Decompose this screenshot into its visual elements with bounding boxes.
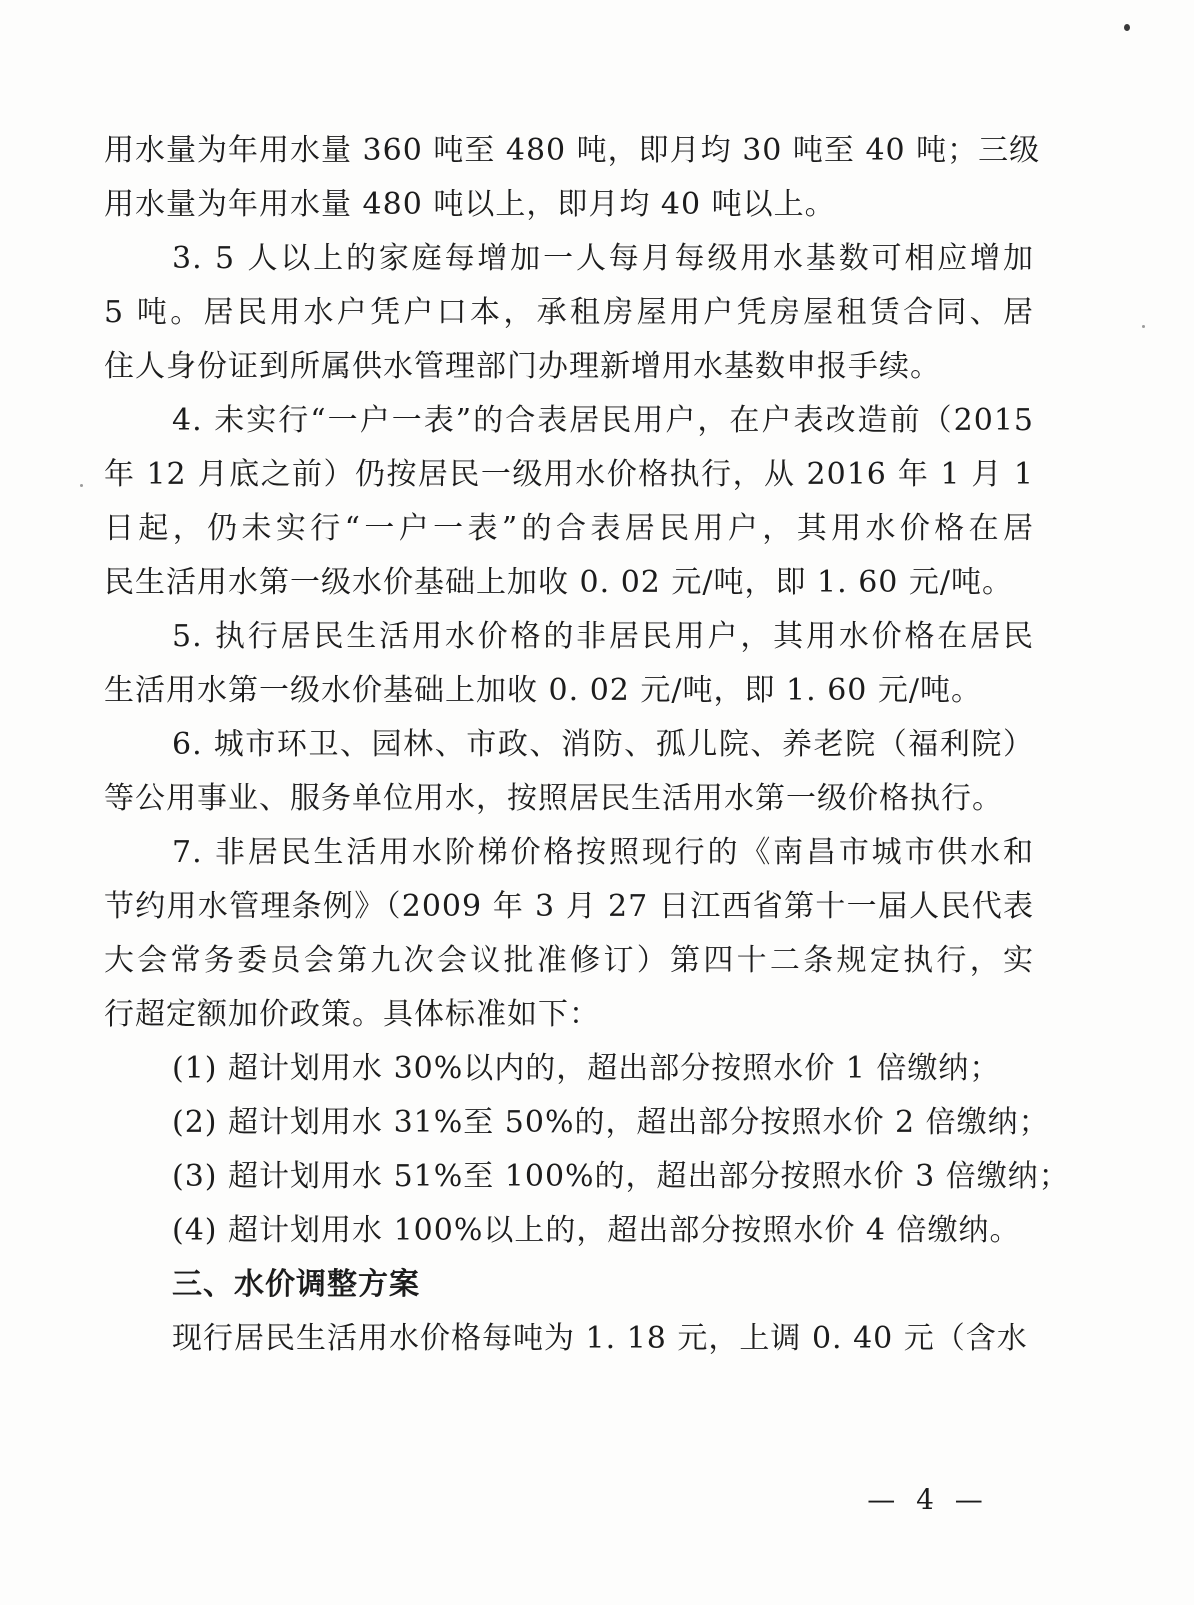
scan-speck bbox=[1142, 325, 1145, 328]
final-text-line: 现行居民生活用水价格每吨为 1. 18 元，上调 0. 40 元（含水 bbox=[172, 1321, 1028, 1356]
text-line: 生活用水第一级水价基础上加收 0. 02 元/吨，即 1. 60 元/吨。 bbox=[104, 673, 983, 708]
text-line: 4. 未实行“一户一表”的合表居民用户，在户表改造前（2015 bbox=[172, 403, 1034, 438]
text-line: (2) 超计划用水 31%至 50%的，超出部分按照水价 2 倍缴纳； bbox=[172, 1105, 1050, 1140]
text-line: 用水量为年用水量 480 吨以上，即月均 40 吨以上。 bbox=[104, 187, 836, 222]
text-line: 6. 城市环卫、园林、市政、消防、孤儿院、养老院（福利院） bbox=[172, 727, 1034, 762]
text-line: 等公用事业、服务单位用水，按照居民生活用水第一级价格执行。 bbox=[104, 781, 1003, 816]
paragraph-lines bbox=[104, 124, 1070, 1258]
text-line: 5. 执行居民生活用水价格的非居民用户，其用水价格在居民 bbox=[172, 619, 1034, 654]
scan-speck bbox=[1124, 24, 1130, 31]
text-line: 大会常务委员会第九次会议批准修订）第四十二条规定执行，实 bbox=[104, 943, 1034, 978]
text-line: (1) 超计划用水 30%以内的，超出部分按照水价 1 倍缴纳； bbox=[172, 1051, 1001, 1086]
text-line: 住人身份证到所属供水管理部门办理新增用水基数申报手续。 bbox=[104, 349, 941, 384]
text-line: 行超定额加价政策。具体标准如下： bbox=[104, 997, 600, 1032]
text-line: 节约用水管理条例》（2009 年 3 月 27 日江西省第十一届人民代表 bbox=[104, 889, 1034, 924]
text-line: 3. 5 人以上的家庭每增加一人每月每级用水基数可相应增加 bbox=[172, 241, 1034, 276]
text-line: (3) 超计划用水 51%至 100%的，超出部分按照水价 3 倍缴纳； bbox=[172, 1159, 1070, 1194]
text-line: (4) 超计划用水 100%以上的，超出部分按照水价 4 倍缴纳。 bbox=[172, 1213, 1021, 1248]
text-line: 日起，仍未实行“一户一表”的合表居民用户，其用水价格在居 bbox=[104, 511, 1034, 546]
text-line: 用水量为年用水量 360 吨至 480 吨，即月均 30 吨至 40 吨；三级 bbox=[104, 133, 1041, 168]
text-line: 7. 非居民生活用水阶梯价格按照现行的《南昌市城市供水和 bbox=[172, 835, 1034, 870]
text-line: 5 吨。居民用水户凭户口本，承租房屋用户凭房屋租赁合同、居 bbox=[104, 295, 1034, 330]
page-number: — 4 — bbox=[867, 1483, 989, 1516]
text-line: 年 12 月底之前）仍按居民一级用水价格执行，从 2016 年 1 月 1 bbox=[104, 457, 1034, 492]
scan-speck bbox=[80, 484, 83, 487]
text-line: 民生活用水第一级水价基础上加收 0. 02 元/吨，即 1. 60 元/吨。 bbox=[104, 565, 1014, 600]
document-body bbox=[104, 124, 1070, 1366]
section-heading: 三、水价调整方案 bbox=[172, 1267, 420, 1302]
